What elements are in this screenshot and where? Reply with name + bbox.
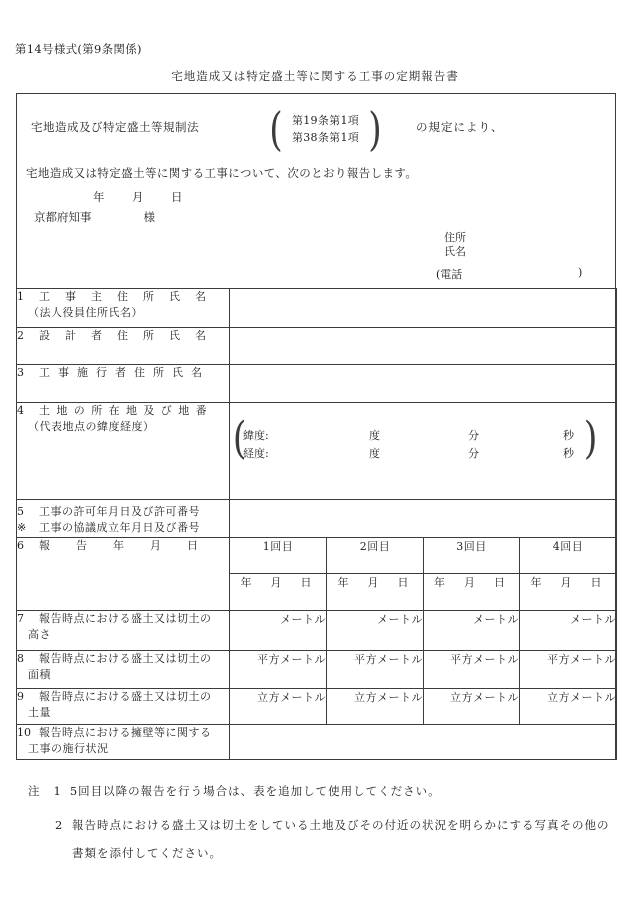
report-col-2-header: 2回目 [327,538,424,574]
form-code: 第14号様式(第9条関係) [15,42,142,56]
table-row [17,403,617,500]
row8-label [17,651,230,689]
row3-label-line1: 工事施行者住所氏名 [39,366,210,379]
height-unit-cell-3: メートル [424,611,520,651]
footnotes [28,783,616,867]
volume-unit-cell-2: 立方メートル [327,689,424,725]
row8-label-line1: 報告時点における盛土又は切土の [39,652,212,665]
height-unit-cell-2: メートル [327,611,424,651]
row10-value-cell [230,725,617,760]
page-title: 宅地造成又は特定盛土等に関する工事の定期報告書 [171,69,459,83]
row6-label-line1: 報告年月日 [39,539,224,552]
report-col-3-header: 3回目 [424,538,520,574]
report-date-cell-4: 年 月 日 [520,574,617,611]
row3-label [17,365,230,403]
table-row [17,500,617,538]
law-clause-2: 第38条第1項 [291,131,360,144]
table-row [17,725,617,760]
row-number: 1 [17,290,24,303]
volume-unit-cell-4: 立方メートル [520,689,617,725]
addressee: 京都府知事 [34,210,92,224]
table-row [17,328,617,365]
second-label: 秒 [563,429,574,442]
table-row [17,611,617,651]
area-unit-cell-4: 平方メートル [520,651,617,689]
note-mark: 注 [28,784,40,798]
row1-value-cell [230,289,617,328]
table-row [17,651,617,689]
area-unit-cell-2: 平方メートル [327,651,424,689]
longitude-label: 経度: [243,447,269,460]
second-label: 秒 [563,447,574,460]
volume-unit-cell-3: 立方メートル [424,689,520,725]
row5-asterisk-mark: ※ [17,521,27,534]
law-name: 宅地造成及び特定盛土等規制法 [31,120,199,134]
report-table [16,288,617,760]
law-suffix: の規定により、 [416,120,504,134]
footnote-2 [28,811,616,867]
row7-label [17,611,230,651]
row2-value-cell [230,328,617,365]
latitude-label: 緯度: [243,429,269,442]
row-number: 2 [17,329,24,342]
row4-label-line1: 土地の所在地及び地番 [39,404,213,417]
law-clauses [292,112,359,147]
name-label: 氏名 [444,244,466,258]
footnote-2-number: 2 [55,818,63,832]
coord-left-paren: ( [232,413,247,464]
row-number: 7 [17,612,24,625]
row2-label-line1: 設計者住所氏名 [39,329,221,342]
addressee-line [34,209,155,225]
submitter-block [444,231,466,258]
footnote-1-text: 5回目以降の報告を行う場合は、表を追加して使用してください。 [69,784,441,798]
height-unit-cell-1: メートル [230,611,327,651]
row7-label-line1: 報告時点における盛土又は切土の [39,612,212,625]
row3-value-cell [230,365,617,403]
coord-right-paren: ) [583,413,598,464]
law-clause-1: 第19条第1項 [291,113,360,127]
phone-close-paren: ) [578,266,583,279]
row10-label [17,725,230,760]
table-row [17,538,617,574]
volume-unit-cell-1: 立方メートル [230,689,327,725]
row6-label [17,538,230,611]
row2-label [17,328,230,365]
row-number: 9 [17,690,24,703]
height-unit-cell-4: メートル [520,611,617,651]
row-number: 10 [17,726,31,739]
row5-value-cell [230,500,617,538]
footnote-1 [28,783,616,799]
degree-label: 度 [369,429,380,442]
footnote-2-text: 報告時点における盛土又は切土をしている土地及びその付近の状況を明らかにする写真その他の書類を添付してください。 [72,818,610,860]
row-number: 4 [17,404,24,417]
row7-label-line2: 高さ [28,628,51,641]
minute-label: 分 [468,447,479,460]
phone-label: (電話 [436,268,463,281]
row-number: 6 [17,539,24,552]
row-number: 3 [17,366,24,379]
report-date-cell-2: 年 月 日 [327,574,424,611]
row9-label-line2: 土量 [28,706,51,719]
area-unit-cell-3: 平方メートル [424,651,520,689]
row4-label-line2: （代表地点の緯度経度） [28,420,155,433]
table-row [17,689,617,725]
row4-label [17,403,230,500]
honorific: 様 [143,210,155,224]
minute-label: 分 [468,429,479,442]
date-field: 年 月 日 [93,190,191,204]
row8-label-line2: 面積 [28,668,51,681]
row9-label [17,689,230,725]
law-clause-bracket [267,102,384,156]
report-date-cell-1: 年 月 日 [230,574,327,611]
row5-label-line1: 工事の許可年月日及び許可番号 [39,505,200,518]
row-number: 5 [17,505,24,518]
row9-label-line1: 報告時点における盛土又は切土の [39,690,212,703]
address-label: 住所 [444,231,466,244]
row1-label-line1: 工事主住所氏名 [39,290,221,303]
footnote-1-number: 1 [53,784,61,798]
form-outer-box [16,93,616,760]
report-col-1-header: 1回目 [230,538,327,574]
right-paren: ) [368,102,382,156]
row1-label-line2: （法人役員住所氏名） [28,306,143,319]
row5-label [17,500,230,538]
table-row [17,365,617,403]
row5-label-line2: 工事の協議成立年月日及び番号 [39,521,200,534]
row-number: 8 [17,652,24,665]
report-date-cell-3: 年 月 日 [424,574,520,611]
left-paren: ( [269,102,283,156]
area-unit-cell-1: 平方メートル [230,651,327,689]
row10-label-line1: 報告時点における擁壁等に関する [39,726,212,739]
row1-label [17,289,230,328]
report-sentence: 宅地造成又は特定盛土等に関する工事について、次のとおり報告します。 [26,166,418,180]
table-row [17,289,617,328]
report-col-4-header: 4回目 [520,538,617,574]
row10-label-line2: 工事の施行状況 [28,742,109,755]
row4-coordinate-cell [230,403,617,500]
degree-label: 度 [369,447,380,460]
